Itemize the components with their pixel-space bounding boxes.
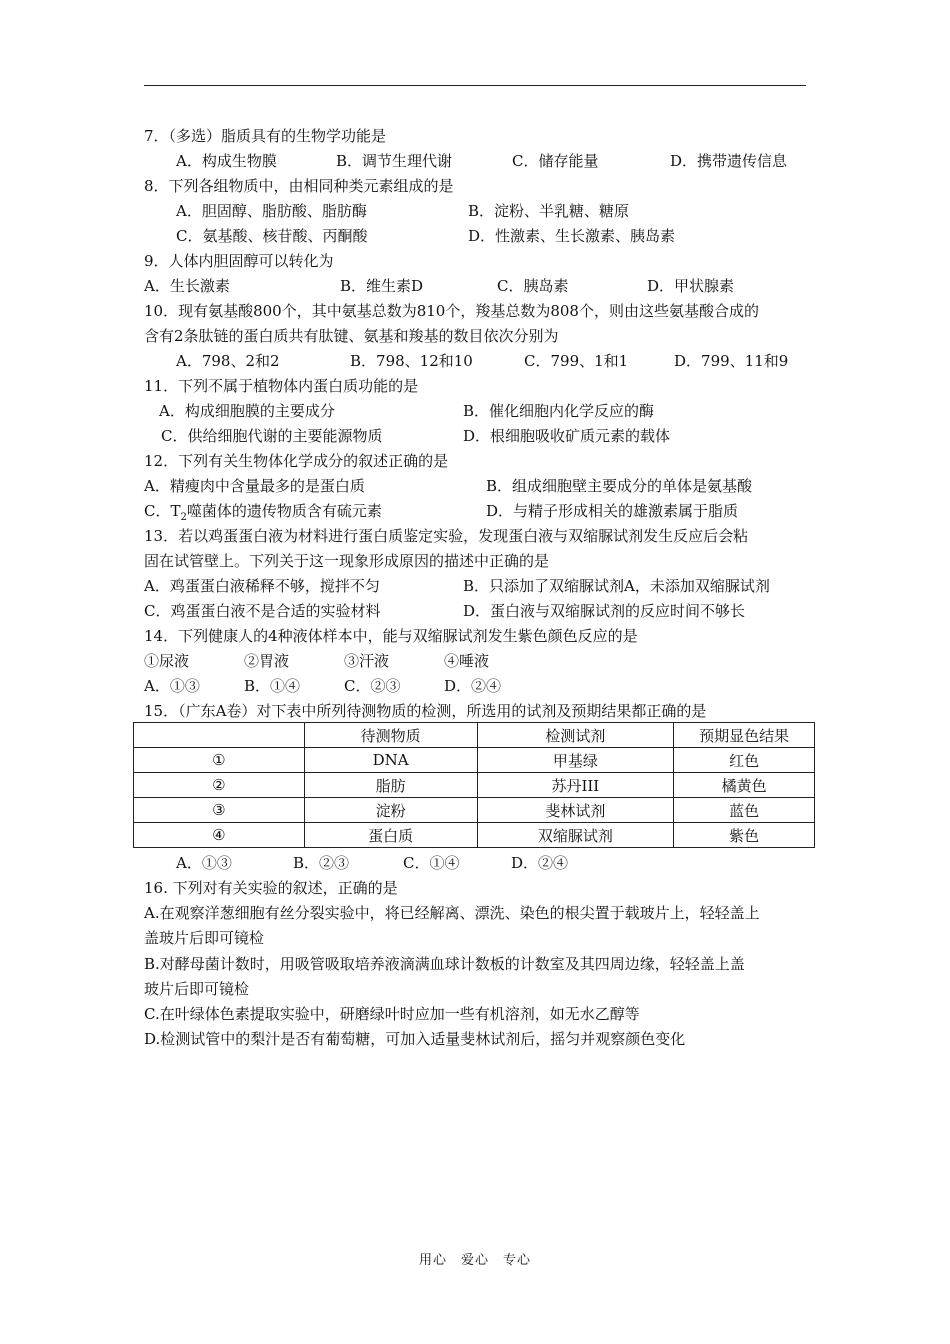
q10-option-c: C．799、1和1 <box>524 352 629 370</box>
header-rule <box>144 85 806 86</box>
q10-option-b: B．798、12和10 <box>350 352 473 370</box>
q7-option-d: D．携带遗传信息 <box>670 152 788 170</box>
q14-option-d: D．②④ <box>444 677 502 695</box>
table-row <box>134 773 815 798</box>
table-row <box>134 823 815 848</box>
q14-item-2: ②胃液 <box>244 652 290 670</box>
table-row <box>134 748 815 773</box>
table-cell: 甲基绿 <box>477 748 674 773</box>
q14-stem: 14．下列健康人的4种液体样本中，能与双缩脲试剂发生紫色颜色反应的是 <box>144 627 638 645</box>
q16-option-a-line1: A.在观察洋葱细胞有丝分裂实验中，将已经解离、漂洗、染色的根尖置于载玻片上，轻轻盖上 <box>144 904 760 922</box>
q7-stem: 7．（多选）脂质具有的生物学功能是 <box>144 127 387 145</box>
q10-option-a: A．798、2和2 <box>176 352 280 370</box>
table-cell: 蓝色 <box>674 798 815 823</box>
table-cell: ④ <box>134 823 305 848</box>
q9-option-a: A．生长激素 <box>144 277 230 295</box>
q14-option-c: C．②③ <box>344 677 401 695</box>
q13-stem-line2: 固在试管壁上。下列关于这一现象形成原因的描述中正确的是 <box>144 552 550 570</box>
q14-option-b: B．①④ <box>244 677 301 695</box>
q7-option-c: C．储存能量 <box>512 152 599 170</box>
q14-item-3: ③汗液 <box>344 652 390 670</box>
q15-table <box>133 722 815 848</box>
table-cell: 橘黄色 <box>674 773 815 798</box>
q16-option-c: C.在叶绿体色素提取实验中，研磨绿叶时应加一些有机溶剂，如无水乙醇等 <box>144 1005 640 1023</box>
page-footer: 用心 爱心 专心 <box>418 1253 531 1268</box>
table-header-cell <box>134 723 305 748</box>
q13-stem-line1: 13．若以鸡蛋蛋白液为材料进行蛋白质鉴定实验，发现蛋白液与双缩脲试剂发生反应后会粘 <box>144 527 749 545</box>
q12-option-c <box>144 501 382 528</box>
q9-stem: 9．人体内胆固醇可以转化为 <box>144 252 334 270</box>
q11-option-c: C．供给细胞代谢的主要能源物质 <box>161 427 383 445</box>
q10-option-d: D．799、11和9 <box>674 352 789 370</box>
q10-stem-line2: 含有2条肽链的蛋白质共有肽键、氨基和羧基的数目依次分别为 <box>144 327 559 345</box>
table-cell: 淀粉 <box>304 798 477 823</box>
q15-option-d: D．②④ <box>511 854 569 872</box>
q11-stem: 11．下列不属于植物体内蛋白质功能的是 <box>144 377 419 395</box>
q11-option-d: D．根细胞吸收矿质元素的载体 <box>463 427 671 445</box>
q7-option-b: B．调节生理代谢 <box>336 152 453 170</box>
q12-option-c-prefix: C．T <box>144 502 181 520</box>
table-header-cell: 预期显色结果 <box>674 723 815 748</box>
q12-option-c-text: 噬菌体的遗传物质含有硫元素 <box>186 502 382 520</box>
table-cell: 红色 <box>674 748 815 773</box>
q14-option-a: A．①③ <box>144 677 200 695</box>
q7-option-a: A．构成生物膜 <box>176 152 277 170</box>
table-cell: 苏丹III <box>477 773 674 798</box>
q14-item-4: ④唾液 <box>444 652 490 670</box>
table-cell: 紫色 <box>674 823 815 848</box>
q11-option-a: A．构成细胞膜的主要成分 <box>159 402 335 420</box>
table-cell: 双缩脲试剂 <box>477 823 674 848</box>
q16-option-a-line2: 盖玻片后即可镜检 <box>144 929 265 947</box>
q12-option-a: A．精瘦肉中含量最多的是蛋白质 <box>144 477 365 495</box>
table-cell: 斐林试剂 <box>477 798 674 823</box>
q16-option-d: D.检测试管中的梨汁是否有葡萄糖，可加入适量斐林试剂后，摇匀并观察颜色变化 <box>144 1030 686 1048</box>
table-cell: ③ <box>134 798 305 823</box>
q13-option-a: A．鸡蛋蛋白液稀释不够，搅拌不匀 <box>144 577 380 595</box>
table-cell: DNA <box>304 748 477 773</box>
q15-option-b: B．②③ <box>293 854 350 872</box>
q16-stem: 16. 下列对有关实验的叙述，正确的是 <box>144 879 398 897</box>
table-cell: ① <box>134 748 305 773</box>
table-header-row <box>134 723 815 748</box>
q16-option-b-line1: B.对酵母菌计数时，用吸管吸取培养液滴满血球计数板的计数室及其四周边缘，轻轻盖上盖 <box>144 955 745 973</box>
table-cell: ② <box>134 773 305 798</box>
q15-option-a: A．①③ <box>176 854 232 872</box>
q8-option-b: B．淀粉、半乳糖、糖原 <box>468 202 630 220</box>
q13-option-d: D．蛋白液与双缩脲试剂的反应时间不够长 <box>463 602 746 620</box>
table-header-cell: 待测物质 <box>304 723 477 748</box>
q12-option-d: D．与精子形成相关的雄激素属于脂质 <box>486 502 739 520</box>
q12-option-b: B．组成细胞壁主要成分的单体是氨基酸 <box>486 477 753 495</box>
q9-option-b: B．维生素D <box>340 277 424 295</box>
table-header-cell: 检测试剂 <box>477 723 674 748</box>
q9-option-d: D．甲状腺素 <box>647 277 735 295</box>
table-row <box>134 798 815 823</box>
q9-option-c: C．胰岛素 <box>497 277 569 295</box>
q13-option-b: B．只添加了双缩脲试剂A，未添加双缩脲试剂 <box>463 577 770 595</box>
q8-option-a: A．胆固醇、脂肪酸、脂肪酶 <box>176 202 367 220</box>
q11-option-b: B．催化细胞内化学反应的酶 <box>463 402 655 420</box>
q14-item-1: ①尿液 <box>144 652 190 670</box>
q10-stem-line1: 10．现有氨基酸800个，其中氨基总数为810个，羧基总数为808个，则由这些氨基酸合成的 <box>144 302 759 320</box>
q13-option-c: C．鸡蛋蛋白液不是合适的实验材料 <box>144 602 381 620</box>
q8-stem: 8．下列各组物质中，由相同种类元素组成的是 <box>144 177 454 195</box>
q15-option-c: C．①④ <box>403 854 460 872</box>
q8-option-d: D．性激素、生长激素、胰岛素 <box>468 227 676 245</box>
table-cell: 脂肪 <box>304 773 477 798</box>
q15-stem: 15．（广东A卷）对下表中所列待测物质的检测，所选用的试剂及预期结果都正确的是 <box>144 702 707 720</box>
table-cell: 蛋白质 <box>304 823 477 848</box>
q16-option-b-line2: 玻片后即可镜检 <box>144 980 250 998</box>
q12-option-c-subscript: 2 <box>180 512 187 523</box>
q8-option-c: C．氨基酸、核苷酸、丙酮酸 <box>176 227 368 245</box>
q12-stem: 12．下列有关生物体化学成分的叙述正确的是 <box>144 452 449 470</box>
